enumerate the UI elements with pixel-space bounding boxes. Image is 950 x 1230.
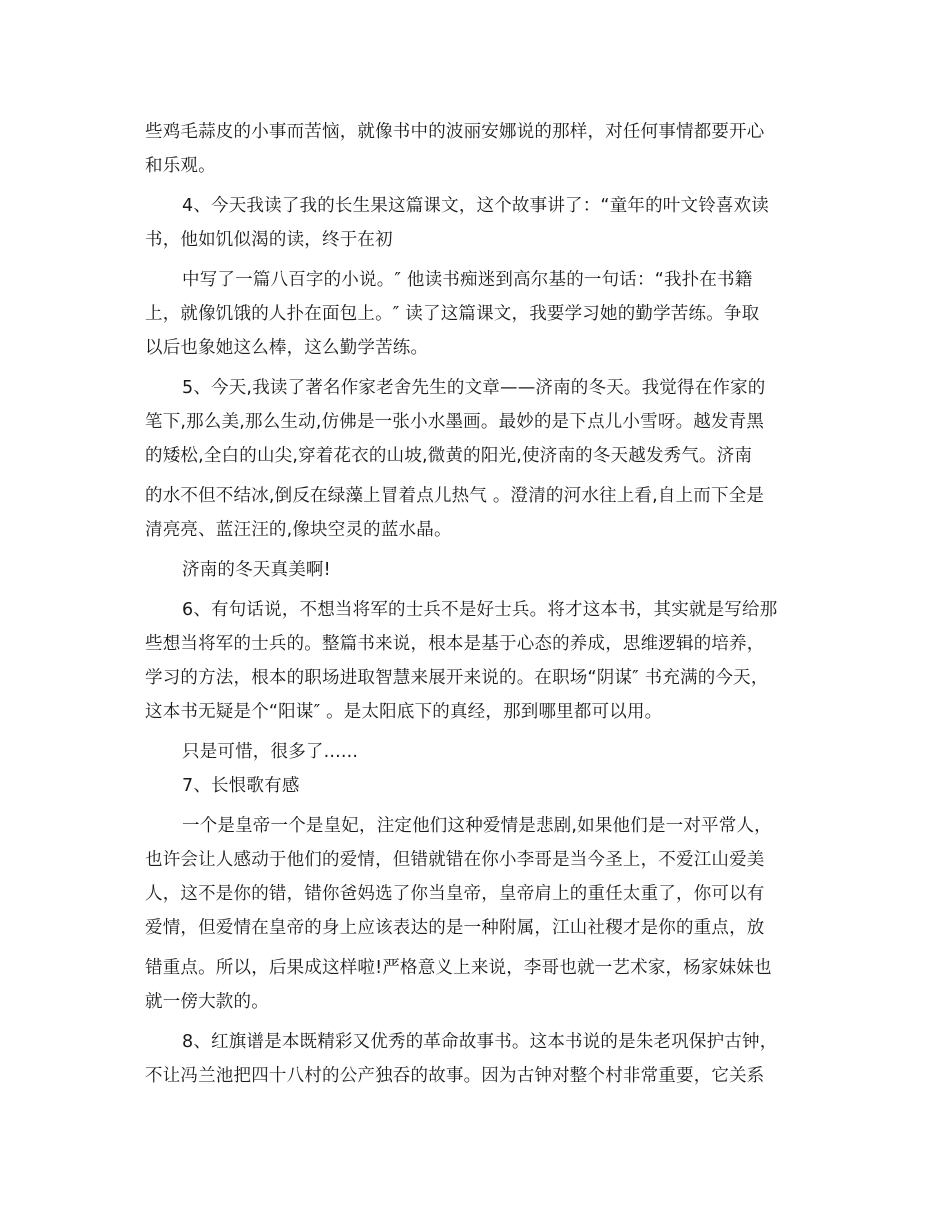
paragraph-8-start: 8、红旗谱是本既精彩又优秀的革命故事书。这本书说的是朱老巩保护古钟， bbox=[182, 1032, 778, 1052]
text-line: 清亮亮、蓝汪汪的,像块空灵的蓝水晶。 bbox=[145, 520, 452, 540]
text-line: 些鸡毛蒜皮的小事而苦恼，就像书中的波丽安娜说的那样，对任何事情都要开心 bbox=[145, 122, 765, 142]
text-line: 学习的方法，根本的职场进取智慧来展开来说的。在职场“阴谋″ 书充满的今天， bbox=[145, 668, 769, 688]
text-line: 这本书无疑是个“阳谋″ 。是太阳底下的真经，那到哪里都可以用。 bbox=[145, 702, 663, 722]
text-line: 就一傍大款的。 bbox=[145, 992, 269, 1012]
text-line: 人，这不是你的错，错你爸妈选了你当皇帝，皇帝肩上的重任太重了，你可以有 bbox=[145, 884, 765, 904]
text-line: 中写了一篇八百字的小说。″ 他读书痴迷到高尔基的一句话：“我扑在书籍 bbox=[182, 270, 753, 290]
paragraph-5-start: 5、今天,我读了著名作家老舍先生的文章——济南的冬天。我觉得在作家的 bbox=[182, 378, 766, 398]
text-line: 不让冯兰池把四十八村的公产独吞的故事。因为古钟对整个村非常重要，它关系 bbox=[145, 1066, 765, 1086]
text-line: 些想当将军的士兵的。整篇书来说，根本是基于心态的养成，思维逻辑的培养， bbox=[145, 634, 765, 654]
text-line: 的水不但不结冰,倒反在绿藻上冒着点儿热气 。澄清的河水往上看,自上而下全是 bbox=[145, 486, 765, 506]
text-line: 错重点。所以，后果成这样啦!严格意义上来说，李哥也就一艺术家，杨家妹妹也 bbox=[145, 958, 772, 978]
text-line: 上，就像饥饿的人扑在面包上。″ 读了这篇课文，我要学习她的勤学苦练。争取 bbox=[145, 304, 760, 324]
paragraph-6-start: 6、有句话说，不想当将军的士兵不是好士兵。将才这本书，其实就是写给那 bbox=[182, 600, 778, 620]
text-line: 济南的冬天真美啊! bbox=[182, 560, 331, 580]
paragraph-7-start: 一个是皇帝一个是皇妃，注定他们这种爱情是悲剧,如果他们是一对平常人， bbox=[182, 816, 772, 836]
text-line: 和乐观。 bbox=[145, 156, 216, 176]
text-line: 书，他如饥似渴的读，终于在初 bbox=[145, 230, 393, 250]
paragraph-4-start: 4、今天我读了我的长生果这篇课文，这个故事讲了：“童年的叶文铃喜欢读 bbox=[182, 196, 769, 216]
text-line: 只是可惜，很多了...... bbox=[182, 742, 359, 762]
text-line: 爱情，但爱情在皇帝的身上应该表达的是一种附属，江山社稷才是你的重点，放 bbox=[145, 918, 765, 938]
text-line: 也许会让人感动于他们的爱情，但错就错在你小李哥是当今圣上，不爱江山爱美 bbox=[145, 850, 765, 870]
section-heading: 7、长恨歌有感 bbox=[182, 776, 300, 796]
text-line: 的矮松,全白的山尖,穿着花衣的山坡,微黄的阳光,使济南的冬天越发秀气。济南 bbox=[145, 446, 753, 466]
text-line: 笔下,那么美,那么生动,仿佛是一张小水墨画。最妙的是下点儿小雪呀。越发青黑 bbox=[145, 412, 765, 432]
text-line: 以后也象她这么棒，这么勤学苦练。 bbox=[145, 338, 429, 358]
